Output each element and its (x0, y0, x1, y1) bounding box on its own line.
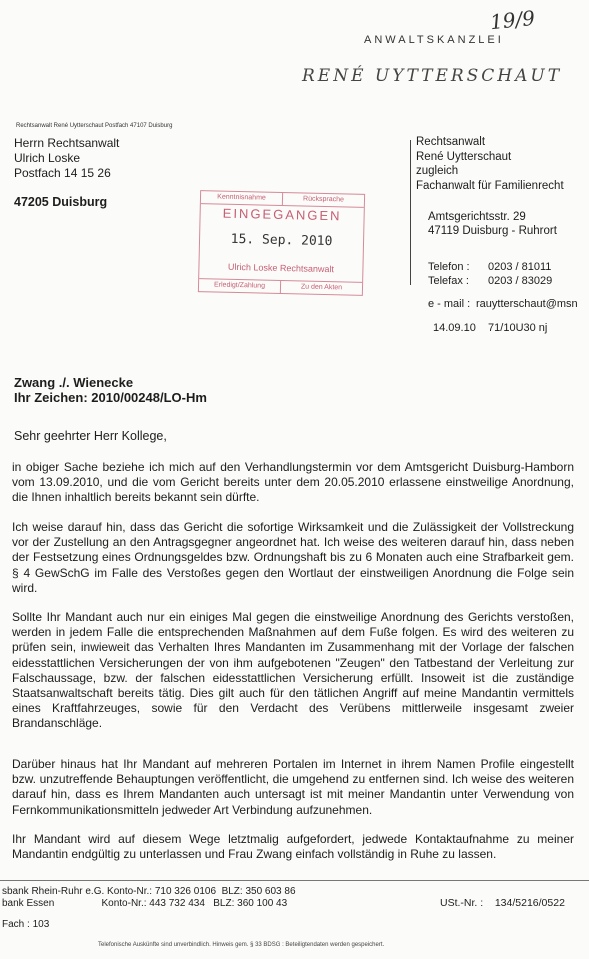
paragraph-4: Darüber hinaus hat Ihr Mandant auf mehreren Portalen im Internet in ihrem Namen Profile eingestellt bzw. unzutreffende Behauptungen veröffentlicht, die umgehend zu entfernen sind. Ich weise des weiteren darauf hin, dass es Ihrem Mandanten auch untersagt ist mit meiner Mandantin unter Verwendung von Fernkommunikationsmitteln jedweder Art Verbindung aufzunehmen. (12, 757, 574, 817)
salutation: Sehr geehrter Herr Kollege, (14, 429, 167, 443)
subject-line-2: Ihr Zeichen: 2010/00248/LO-Hm (14, 390, 207, 405)
footer-disclaimer: Telefonische Auskünfte sind unverbindlich. Hinweis gem. § 33 BDSG : Beteiligtendaten werden gespeichert. (98, 942, 385, 948)
paragraph-1: in obiger Sache beziehe ich mich auf den Verhandlungstermin vor dem Amtsgericht Duisburg-Hamborn vom 13.09.2010, und die vom Gericht bereits unter dem 20.05.2010 erlassene einstweilige Anordnung, die Ihnen inhaltlich bereits bekannt sein dürfte. (12, 460, 574, 505)
phone-label: Telefon : (428, 261, 470, 273)
office-address (428, 210, 557, 238)
recipient-line-3: Postfach 14 15 26 (14, 166, 111, 180)
email-address: rauytterschaut@msn (476, 298, 578, 310)
firm-label: ANWALTSKANZLEI (364, 34, 504, 46)
bank-details (2, 886, 296, 910)
lawyer-title-block (416, 135, 564, 193)
recipient-line-2: Ulrich Loske (14, 151, 81, 165)
lawyer-name-header: RENÉ UYTTERSCHAUT (302, 66, 563, 86)
email-label: e - mail : (428, 298, 471, 310)
footer-divider (0, 880, 589, 881)
paragraph-3: Sollte Ihr Mandant auch nur ein einiges Mal gegen die einstweilige Anordnung des Gerichts verstoßen, werden in jedem Falle die entsprechenden Maßnahmen auf dem Fuße folgen. Es wird des weiteren zu prüfen sein, inwieweit das Verhalten Ihres Mandanten im Zusammenhang mit der Vorlage der falschen eidesstattlichen Versicherungen der von ihm aufgebotenen "Zeugen" den Tatbestand der Verleitung zur Falschaussage, bzw. der falschen eidesstattlichen Versicherung erfüllt. Insoweit ist die zuständige Staatsanwaltschaft bereits tätig. Dies gilt auch für den tätlichen Angriff auf meine Mandantin vermittels eines Kraftfahrzeuges, sowie für den Verdacht des Verübens mittlerweile insgesamt zweier Brandanschläge. (12, 610, 574, 731)
stamp-title: EINGEGANGEN (222, 205, 342, 224)
stamp-bottom-right: Zu den Akten (280, 281, 362, 295)
stamp-top-right: Rücksprache (282, 193, 364, 207)
vat-number: USt.-Nr. : 134/5216/0522 (440, 897, 565, 909)
right-line-1: Rechtsanwalt (416, 136, 486, 148)
right-line-3: zugleich (416, 165, 459, 177)
paragraph-5: Ihr Mandant wird auf diesem Wege letztmalig aufgefordert, jedwede Kontaktaufnahme zu meiner Mandantin endgültig zu unterlassen und Frau Zwang einfach vollständig in Ruhe zu lassen. (12, 832, 574, 862)
bank-line-2: bank Essen Konto-Nr.: 443 732 434 BLZ: 360 100 43 (2, 898, 288, 909)
email-line (428, 298, 578, 310)
recipient-address (14, 136, 119, 210)
stamp-bottom-left: Erledigt/Zahlung (213, 281, 266, 290)
subject-block (14, 375, 207, 405)
sidebar-divider (410, 140, 411, 285)
office-city: 47119 Duisburg - Ruhrort (428, 225, 557, 237)
received-stamp (198, 190, 365, 296)
fax-label: Telefax : (428, 275, 469, 287)
right-line-4: Fachanwalt für Familienrecht (416, 179, 564, 192)
contact-numbers (428, 260, 552, 288)
phone-number: 0203 / 81011 (488, 261, 552, 273)
sender-return-line: Rechtsanwalt René Uytterschaut Postfach 47107 Duisburg (16, 123, 173, 129)
handwritten-note: 19/9 (488, 5, 537, 35)
stamp-date: 15. Sep. 2010 (230, 231, 333, 250)
right-line-2: René Uytterschaut (416, 150, 512, 163)
paragraph-2: Ich weise darauf hin, dass das Gericht die sofortige Wirksamkeit und die Zulässigkeit der Vollstreckung vor der Zustellung an den Antragsgegner angeordnet hat. Ich weise des weiteren darauf hin, dass neben der Festsetzung eines Ordnungsgeldes bzw. Ordnungshaft bis zu 6 Monaten auch eine Strafbarkeit gem. § 4 GewSchG im Falle des Verstoßes gegen den Wortlaut der einstweiligen Anordnung die Folge sein wird. (12, 520, 574, 595)
office-street: Amtsgerichtsstr. 29 (428, 211, 526, 223)
recipient-line-1: Herrn Rechtsanwalt (14, 136, 120, 150)
stamp-top-left: Kenntnisnahme (217, 193, 266, 202)
fax-number: 0203 / 83029 (488, 275, 553, 287)
court-box: Fach : 103 (2, 919, 50, 930)
subject-line-1: Zwang ./. Wienecke (14, 375, 134, 390)
stamp-recipient: Ulrich Loske Rechtsanwalt (227, 261, 335, 275)
bank-line-1: sbank Rhein-Ruhr e.G. Konto-Nr.: 710 326 0106 BLZ: 350 603 86 (2, 886, 296, 897)
recipient-city: 47205 Duisburg (14, 195, 108, 209)
date-reference: 14.09.10 71/10U30 nj (433, 322, 548, 334)
